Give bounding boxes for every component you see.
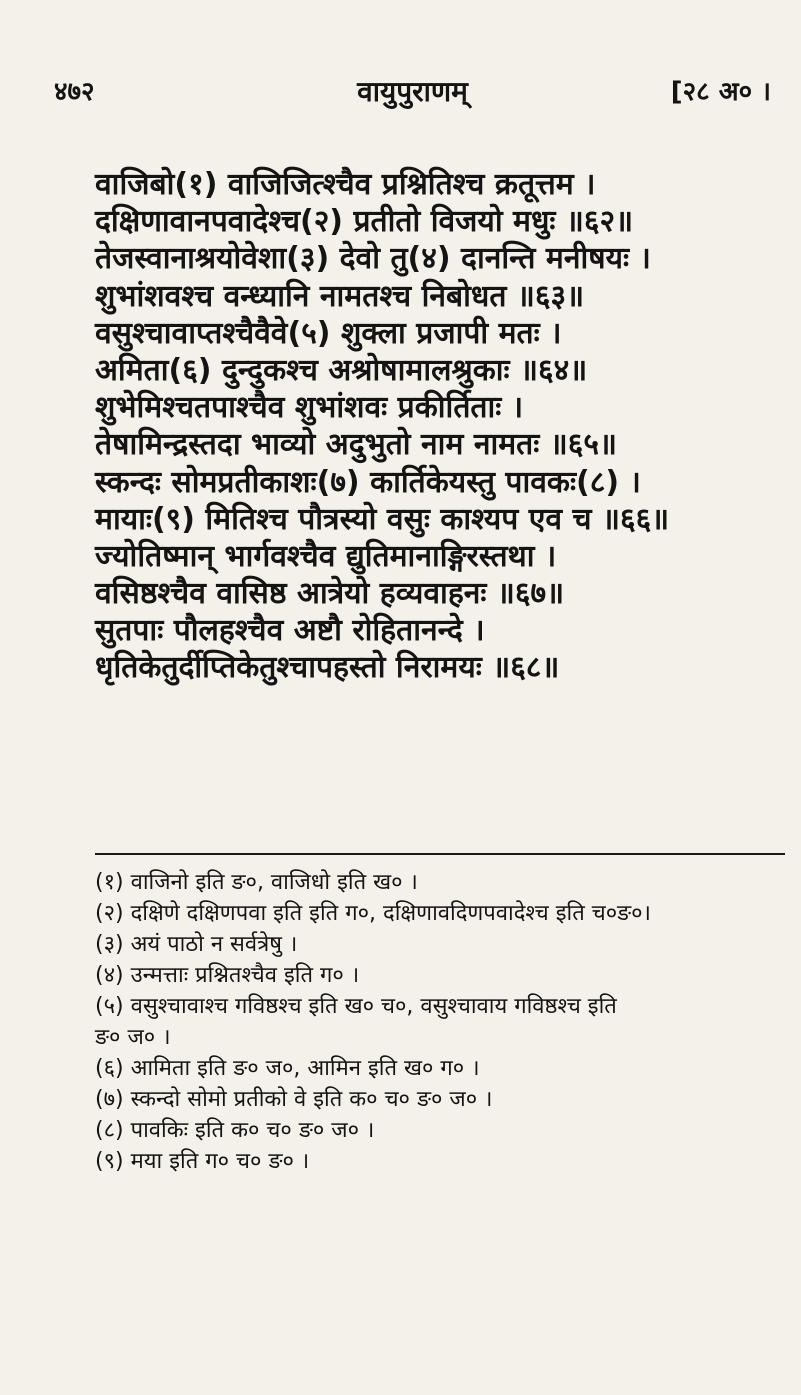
verse-line: मायाः(९) मितिश्च पौत्रस्यो वसुः काश्यप एव च ॥६६॥ bbox=[95, 501, 670, 537]
verse-line: धृतिकेतुर्दीप्तिकेतुश्चापहस्तो निरामयः ॥६८॥ bbox=[95, 650, 560, 686]
footnote: (९) मया इति ग० च० ङ० । bbox=[95, 1149, 310, 1174]
footnote-divider bbox=[95, 853, 785, 855]
verse-line: स्कन्दः सोमप्रतीकाशः(७) कार्तिकेयस्तु पावकः(८) । bbox=[95, 464, 641, 500]
footnote-block bbox=[95, 867, 781, 1177]
verse-line: तेजस्वानाश्रयोवेशा(३) देवो तु(४) दानन्ति मनीषयः । bbox=[95, 241, 651, 277]
verse-line: वसुश्चावाप्तश्चैवैवे(५) शुक्ला प्रजापी मतः । bbox=[95, 315, 562, 351]
footnote: ङ० ज० । bbox=[95, 1025, 171, 1050]
footnote: (७) स्कन्दो सोमो प्रतीको वे इति क० च० ङ० ज० । bbox=[95, 1087, 493, 1112]
footnote: (३) अयं पाठो न सर्वत्रेषु । bbox=[95, 932, 298, 957]
verse-line: तेषामिन्द्रस्तदा भाव्यो अदुभुतो नाम नामतः ॥६५॥ bbox=[95, 427, 617, 463]
verse-block bbox=[95, 166, 771, 687]
footnote: (४) उन्मत्ताः प्रश्नितश्चैव इति ग० । bbox=[95, 963, 360, 988]
footnote: (१) वाजिनो इति ङ०, वाजिधो इति ख० । bbox=[95, 870, 418, 895]
verse-line: दक्षिणावानपवादेश्च(२) प्रतीतो विजयो मधुः ॥६२॥ bbox=[95, 204, 634, 240]
verse-line: वसिष्ठश्चैव वासिष्ठ आत्रेयो हव्यवाहनः ॥६७॥ bbox=[95, 576, 565, 612]
page-header bbox=[54, 72, 771, 112]
footnote: (८) पावकिः इति क० च० ङ० ज० । bbox=[95, 1118, 375, 1143]
footnote: (६) आमिता इति ङ० ज०, आमिन इति ख० ग० । bbox=[95, 1056, 480, 1081]
verse-line: शुभेमिश्चतपाश्चैव शुभांशवः प्रकीर्तिताः । bbox=[95, 390, 524, 426]
footnote: (२) दक्षिणे दक्षिणपवा इति इति ग०, दक्षिणावदिणपवादेश्च इति च०ङ०। bbox=[95, 901, 651, 926]
verse-line: ज्योतिष्मान् भार्गवश्चैव द्युतिमानाङ्गिरस्तथा । bbox=[95, 538, 557, 574]
running-title: वायुपुराणम् bbox=[357, 75, 468, 108]
verse-line: वाजिबो(१) वाजिजित्श्चैव प्रश्नितिश्च क्रतूत्तम । bbox=[95, 167, 596, 202]
page-number: ४७२ bbox=[54, 77, 95, 107]
verse-line: सुतपाः पौलहश्चैव अष्टौ रोहितानन्दे । bbox=[95, 613, 485, 649]
footnote: (५) वसुश्चावाश्च गविष्ठश्च इति ख० च०, वसुश्चावाय गविष्ठश्च इति bbox=[95, 994, 617, 1019]
verse-line: अमिता(६) दुन्दुकश्च अश्रोषामालश्रुकाः ॥६४॥ bbox=[95, 352, 588, 388]
verse-line: शुभांशवश्च वन्ध्यानि नामतश्च निबोधत ॥६३॥ bbox=[95, 278, 585, 314]
chapter-ref: [२८ अ० । bbox=[670, 77, 771, 107]
